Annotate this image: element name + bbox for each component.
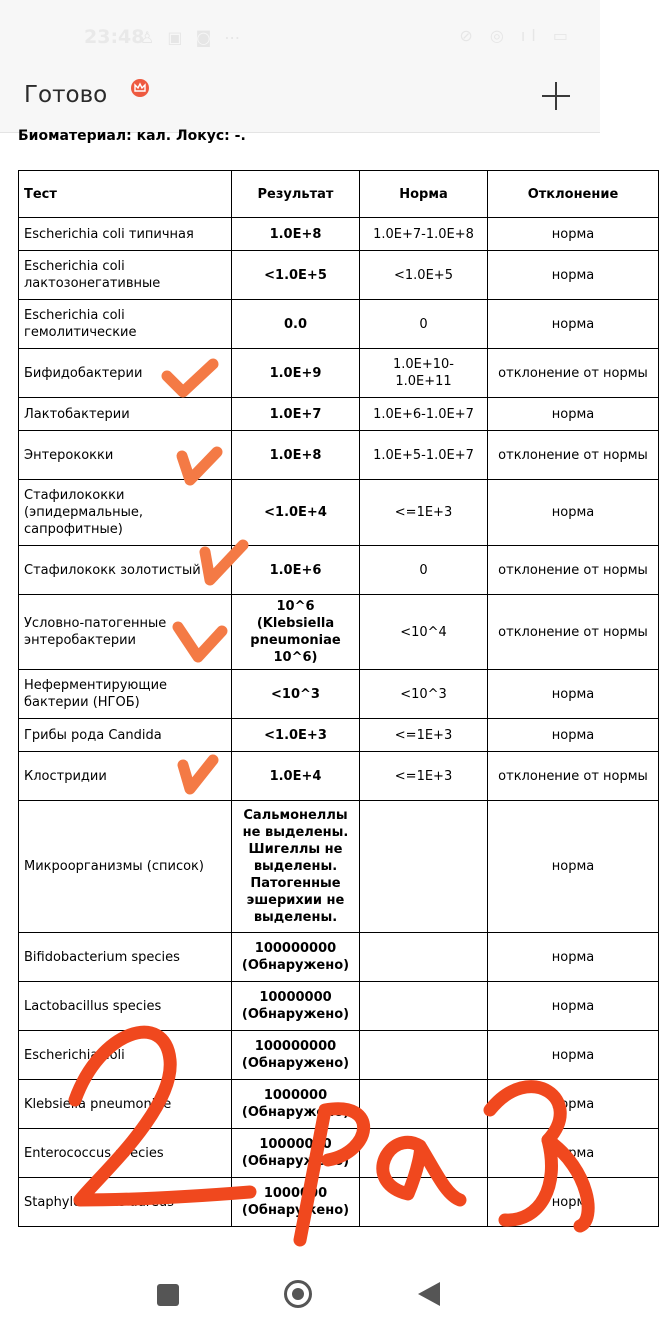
test-norm: <1.0E+5	[360, 251, 488, 300]
status-bar	[0, 0, 600, 76]
test-result: 1.0E+8	[232, 431, 360, 480]
table-header-row	[19, 171, 659, 218]
test-deviation: норма	[488, 218, 659, 251]
recent-apps-icon[interactable]	[157, 1284, 179, 1306]
test-norm: <=1E+3	[360, 752, 488, 801]
test-result: 1.0E+7	[232, 398, 360, 431]
test-name: Escherichia coli	[19, 1031, 232, 1080]
header-test: Тест	[19, 171, 232, 218]
table-row	[19, 719, 659, 752]
test-norm: 0	[360, 546, 488, 595]
test-name: Klebsiella pneumoniae	[19, 1080, 232, 1129]
test-norm: 1.0E+5-1.0E+7	[360, 431, 488, 480]
test-norm: 1.0E+6-1.0E+7	[360, 398, 488, 431]
table-row	[19, 1129, 659, 1178]
test-norm: <=1E+3	[360, 719, 488, 752]
table-row	[19, 398, 659, 431]
crown-badge-icon	[131, 79, 149, 97]
test-name: Escherichia coli гемолитические	[19, 300, 232, 349]
test-deviation: норма	[488, 1080, 659, 1129]
test-name: Микроорганизмы (список)	[19, 801, 232, 933]
home-icon[interactable]	[284, 1280, 312, 1308]
test-deviation: норма	[488, 398, 659, 431]
system-status-icons: ⊘ ◎ ıl ▭	[459, 26, 574, 45]
test-norm: <10^3	[360, 670, 488, 719]
test-name: Escherichia coli типичная	[19, 218, 232, 251]
test-result: Сальмонеллы не выделены. Шигеллы не выделены. Патогенные эшерихии не выделены.	[232, 801, 360, 933]
test-result: 1000000 (Обнаружено)	[232, 1178, 360, 1227]
test-deviation: норма	[488, 1129, 659, 1178]
test-deviation: норма	[488, 933, 659, 982]
table-row	[19, 431, 659, 480]
table-row	[19, 982, 659, 1031]
test-name: Бифидобактерии	[19, 349, 232, 398]
table-row	[19, 251, 659, 300]
test-norm	[360, 1178, 488, 1227]
test-norm: <=1E+3	[360, 480, 488, 546]
test-result: 10000000 (Обнаружено)	[232, 982, 360, 1031]
test-name: Staphylococcus aureus	[19, 1178, 232, 1227]
table-row	[19, 801, 659, 933]
header-deviation: Отклонение	[488, 171, 659, 218]
table-row	[19, 218, 659, 251]
test-deviation: норма	[488, 719, 659, 752]
test-name: Энтерококки	[19, 431, 232, 480]
test-result: <1.0E+4	[232, 480, 360, 546]
test-result: <10^3	[232, 670, 360, 719]
done-label: Готово	[24, 82, 108, 108]
test-norm: 1.0E+10-1.0E+11	[360, 349, 488, 398]
table-row	[19, 933, 659, 982]
table-row	[19, 349, 659, 398]
done-button[interactable]	[24, 82, 107, 108]
test-name: Bifidobacterium species	[19, 933, 232, 982]
results-table	[18, 170, 659, 1227]
test-name: Неферментирующие бактерии (НГОБ)	[19, 670, 232, 719]
test-result: 100000000 (Обнаружено)	[232, 1031, 360, 1080]
notification-icons: ♙ ▣ ◙ ⋯	[140, 28, 245, 47]
test-norm: 0	[360, 300, 488, 349]
table-row	[19, 670, 659, 719]
test-result: 1.0E+9	[232, 349, 360, 398]
header-norm: Норма	[360, 171, 488, 218]
test-result: 10^6 (Klebsiella pneumoniae 10^6)	[232, 595, 360, 670]
test-deviation: норма	[488, 1178, 659, 1227]
test-result: 1.0E+8	[232, 218, 360, 251]
test-norm	[360, 982, 488, 1031]
test-name: Стафилококк золотистый	[19, 546, 232, 595]
test-name: Lactobacillus species	[19, 982, 232, 1031]
table-row	[19, 480, 659, 546]
test-name: Клостридии	[19, 752, 232, 801]
system-navigation-bar	[0, 1252, 600, 1332]
test-norm: <10^4	[360, 595, 488, 670]
test-result: <1.0E+5	[232, 251, 360, 300]
table-row	[19, 546, 659, 595]
test-result: 1000000 (Обнаружено)	[232, 1080, 360, 1129]
test-result: 10000000 (Обнаружено)	[232, 1129, 360, 1178]
test-name: Escherichia coli лактозонегативные	[19, 251, 232, 300]
test-name: Лактобактерии	[19, 398, 232, 431]
test-norm	[360, 933, 488, 982]
test-norm: 1.0E+7-1.0E+8	[360, 218, 488, 251]
table-row	[19, 1031, 659, 1080]
table-row	[19, 300, 659, 349]
test-deviation: норма	[488, 801, 659, 933]
test-result: 1.0E+6	[232, 546, 360, 595]
test-deviation: норма	[488, 982, 659, 1031]
test-norm	[360, 1129, 488, 1178]
back-icon[interactable]	[418, 1282, 440, 1306]
test-deviation: отклонение от нормы	[488, 595, 659, 670]
test-name: Enterococcus species	[19, 1129, 232, 1178]
test-name: Условно-патогенные энтеробактерии	[19, 595, 232, 670]
test-deviation: отклонение от нормы	[488, 431, 659, 480]
test-norm	[360, 801, 488, 933]
test-result: 100000000 (Обнаружено)	[232, 933, 360, 982]
test-deviation: норма	[488, 251, 659, 300]
test-norm	[360, 1031, 488, 1080]
biomaterial-line: Биоматериал: кал. Локус: -.	[18, 128, 246, 144]
test-name: Грибы рода Candida	[19, 719, 232, 752]
test-deviation: норма	[488, 670, 659, 719]
test-result: 0.0	[232, 300, 360, 349]
test-deviation: отклонение от нормы	[488, 752, 659, 801]
table-row	[19, 752, 659, 801]
app-bar	[0, 76, 600, 133]
table-row	[19, 1178, 659, 1227]
test-deviation: отклонение от нормы	[488, 349, 659, 398]
status-time: 23:48	[84, 26, 145, 48]
test-deviation: норма	[488, 300, 659, 349]
table-row	[19, 1080, 659, 1129]
test-result: <1.0E+3	[232, 719, 360, 752]
header-result: Результат	[232, 171, 360, 218]
test-name: Стафилококки (эпидермальные, сапрофитные)	[19, 480, 232, 546]
test-deviation: отклонение от нормы	[488, 546, 659, 595]
test-result: 1.0E+4	[232, 752, 360, 801]
test-deviation: норма	[488, 1031, 659, 1080]
test-deviation: норма	[488, 480, 659, 546]
add-icon[interactable]	[538, 78, 574, 114]
table-row	[19, 595, 659, 670]
test-norm	[360, 1080, 488, 1129]
